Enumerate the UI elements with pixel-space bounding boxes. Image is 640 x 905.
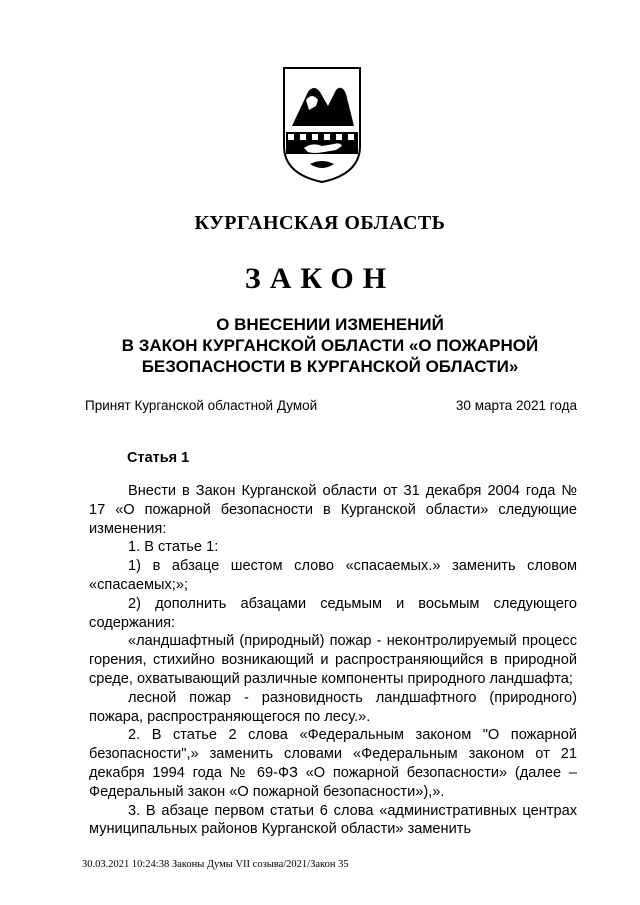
subtitle-line: В ЗАКОН КУРГАНСКОЙ ОБЛАСТИ «О ПОЖАРНОЙ <box>121 336 539 355</box>
footer-stamp: 30.03.2021 10:24:38 Законы Думы VII созыва/2021/Закон 35 <box>82 859 349 870</box>
paragraph: Внести в Закон Курганской области от 31 декабря 2004 года № 17 «О пожарной безопасности в Курганской области» следующие изменения: <box>89 483 577 537</box>
adopted-by: Принят Курганской областной Думой <box>85 398 318 413</box>
paragraph: 1. В статье 1: <box>128 539 219 556</box>
article-body <box>89 482 577 839</box>
paragraph: 2) дополнить абзацами седьмым и восьмым следующего содержания: <box>89 595 577 631</box>
document-type-title: ЗАКОН <box>244 262 396 295</box>
adoption-date: 30 марта 2021 года <box>455 398 577 413</box>
subtitle-line: БЕЗОПАСНОСТИ В КУРГАНСКОЙ ОБЛАСТИ» <box>141 357 519 376</box>
paragraph: 1) в абзаце шестом слово «спасаемых.» заменить словом «спасаемых;»; <box>89 558 577 593</box>
region-title: КУРГАНСКАЯ ОБЛАСТЬ <box>194 212 446 234</box>
paragraph: 2. В статье 2 слова «Федеральным законом "О пожарной безопасности",» заменить словами «Федеральным законом от 21 декабря 1994 года № 69-ФЗ «О пожарной безопасности» (далее – Федеральный закон «О пожарной безопасности»),». <box>89 727 577 800</box>
article-title: Статья 1 <box>127 450 190 466</box>
paragraph: «ландшафтный (природный) пожар - неконтролируемый процесс горения, стихийно возникающий и распространяющийся в природной среде, охватывающий различные компоненты природного ландшафта; <box>89 633 577 687</box>
paragraph: 3. В абзаце первом статьи 6 слова «административных центрах муниципальных районов Курганской области» заменить <box>89 802 577 838</box>
coat-of-arms-icon <box>282 66 362 184</box>
law-subtitle <box>80 314 580 377</box>
subtitle-line: О ВНЕСЕНИИ ИЗМЕНЕНИЙ <box>216 315 444 334</box>
paragraph: лесной пожар - разновидность ландшафтного (природного) пожара, распространяющегося по лесу.». <box>89 689 577 725</box>
